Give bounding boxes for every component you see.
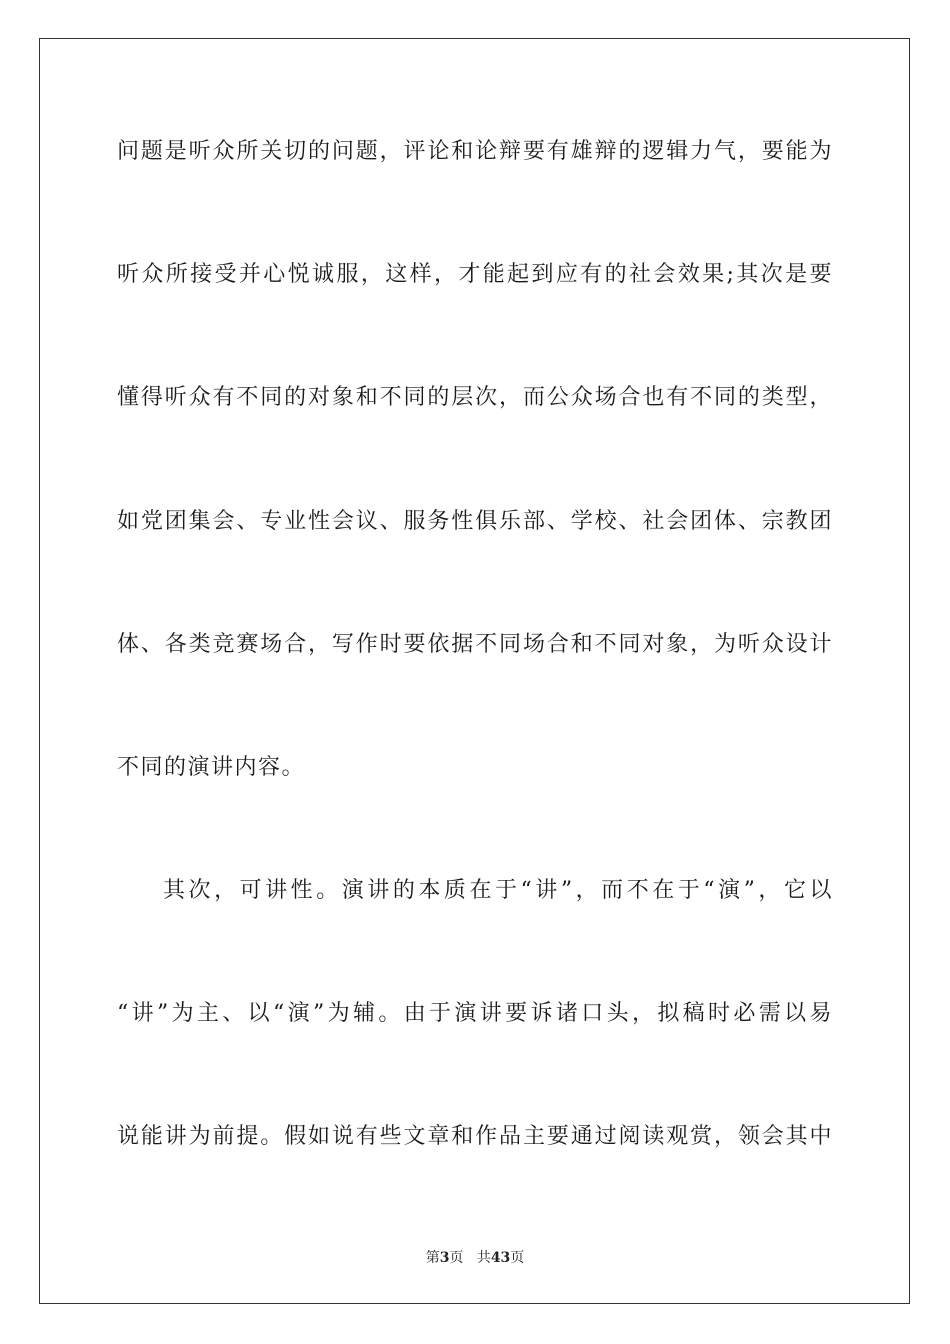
page-prefix: 第 <box>425 1250 440 1266</box>
body-text-line-5: 体、各类竞赛场合，写作时要依据不同场合和不同对象，为听众设计 <box>117 632 833 657</box>
body-text-line-3: 懂得听众有不同的对象和不同的层次，而公众场合也有不同的类型， <box>117 385 833 410</box>
total-suffix: 页 <box>510 1250 525 1266</box>
body-text-line-2: 听众所接受并心悦诚服，这样，才能起到应有的社会效果;其次是要 <box>117 262 833 287</box>
body-text-line-6: 不同的演讲内容。 <box>117 755 306 780</box>
page-frame <box>39 38 910 1304</box>
page-suffix: 页 <box>449 1250 464 1266</box>
body-text-line-1: 问题是听众所关切的问题，评论和论辩要有雄辩的逻辑力气，要能为 <box>117 139 833 164</box>
body-text-line-8: “讲”为主、以“演”为辅。由于演讲要诉诸口头，拟稿时必需以易 <box>117 1001 833 1026</box>
page-total: 43 <box>490 1250 511 1266</box>
body-text-line-9: 说能讲为前提。假如说有些文章和作品主要通过阅读观赏，领会其中 <box>117 1124 833 1149</box>
page-footer <box>0 1248 950 1268</box>
body-text-line-7: 其次，可讲性。演讲的本质在于“讲”，而不在于“演”，它以 <box>163 878 833 903</box>
total-prefix: 共 <box>476 1250 491 1266</box>
page-current: 3 <box>439 1250 450 1266</box>
body-text-line-4: 如党团集会、专业性会议、服务性俱乐部、学校、社会团体、宗教团 <box>117 509 833 534</box>
